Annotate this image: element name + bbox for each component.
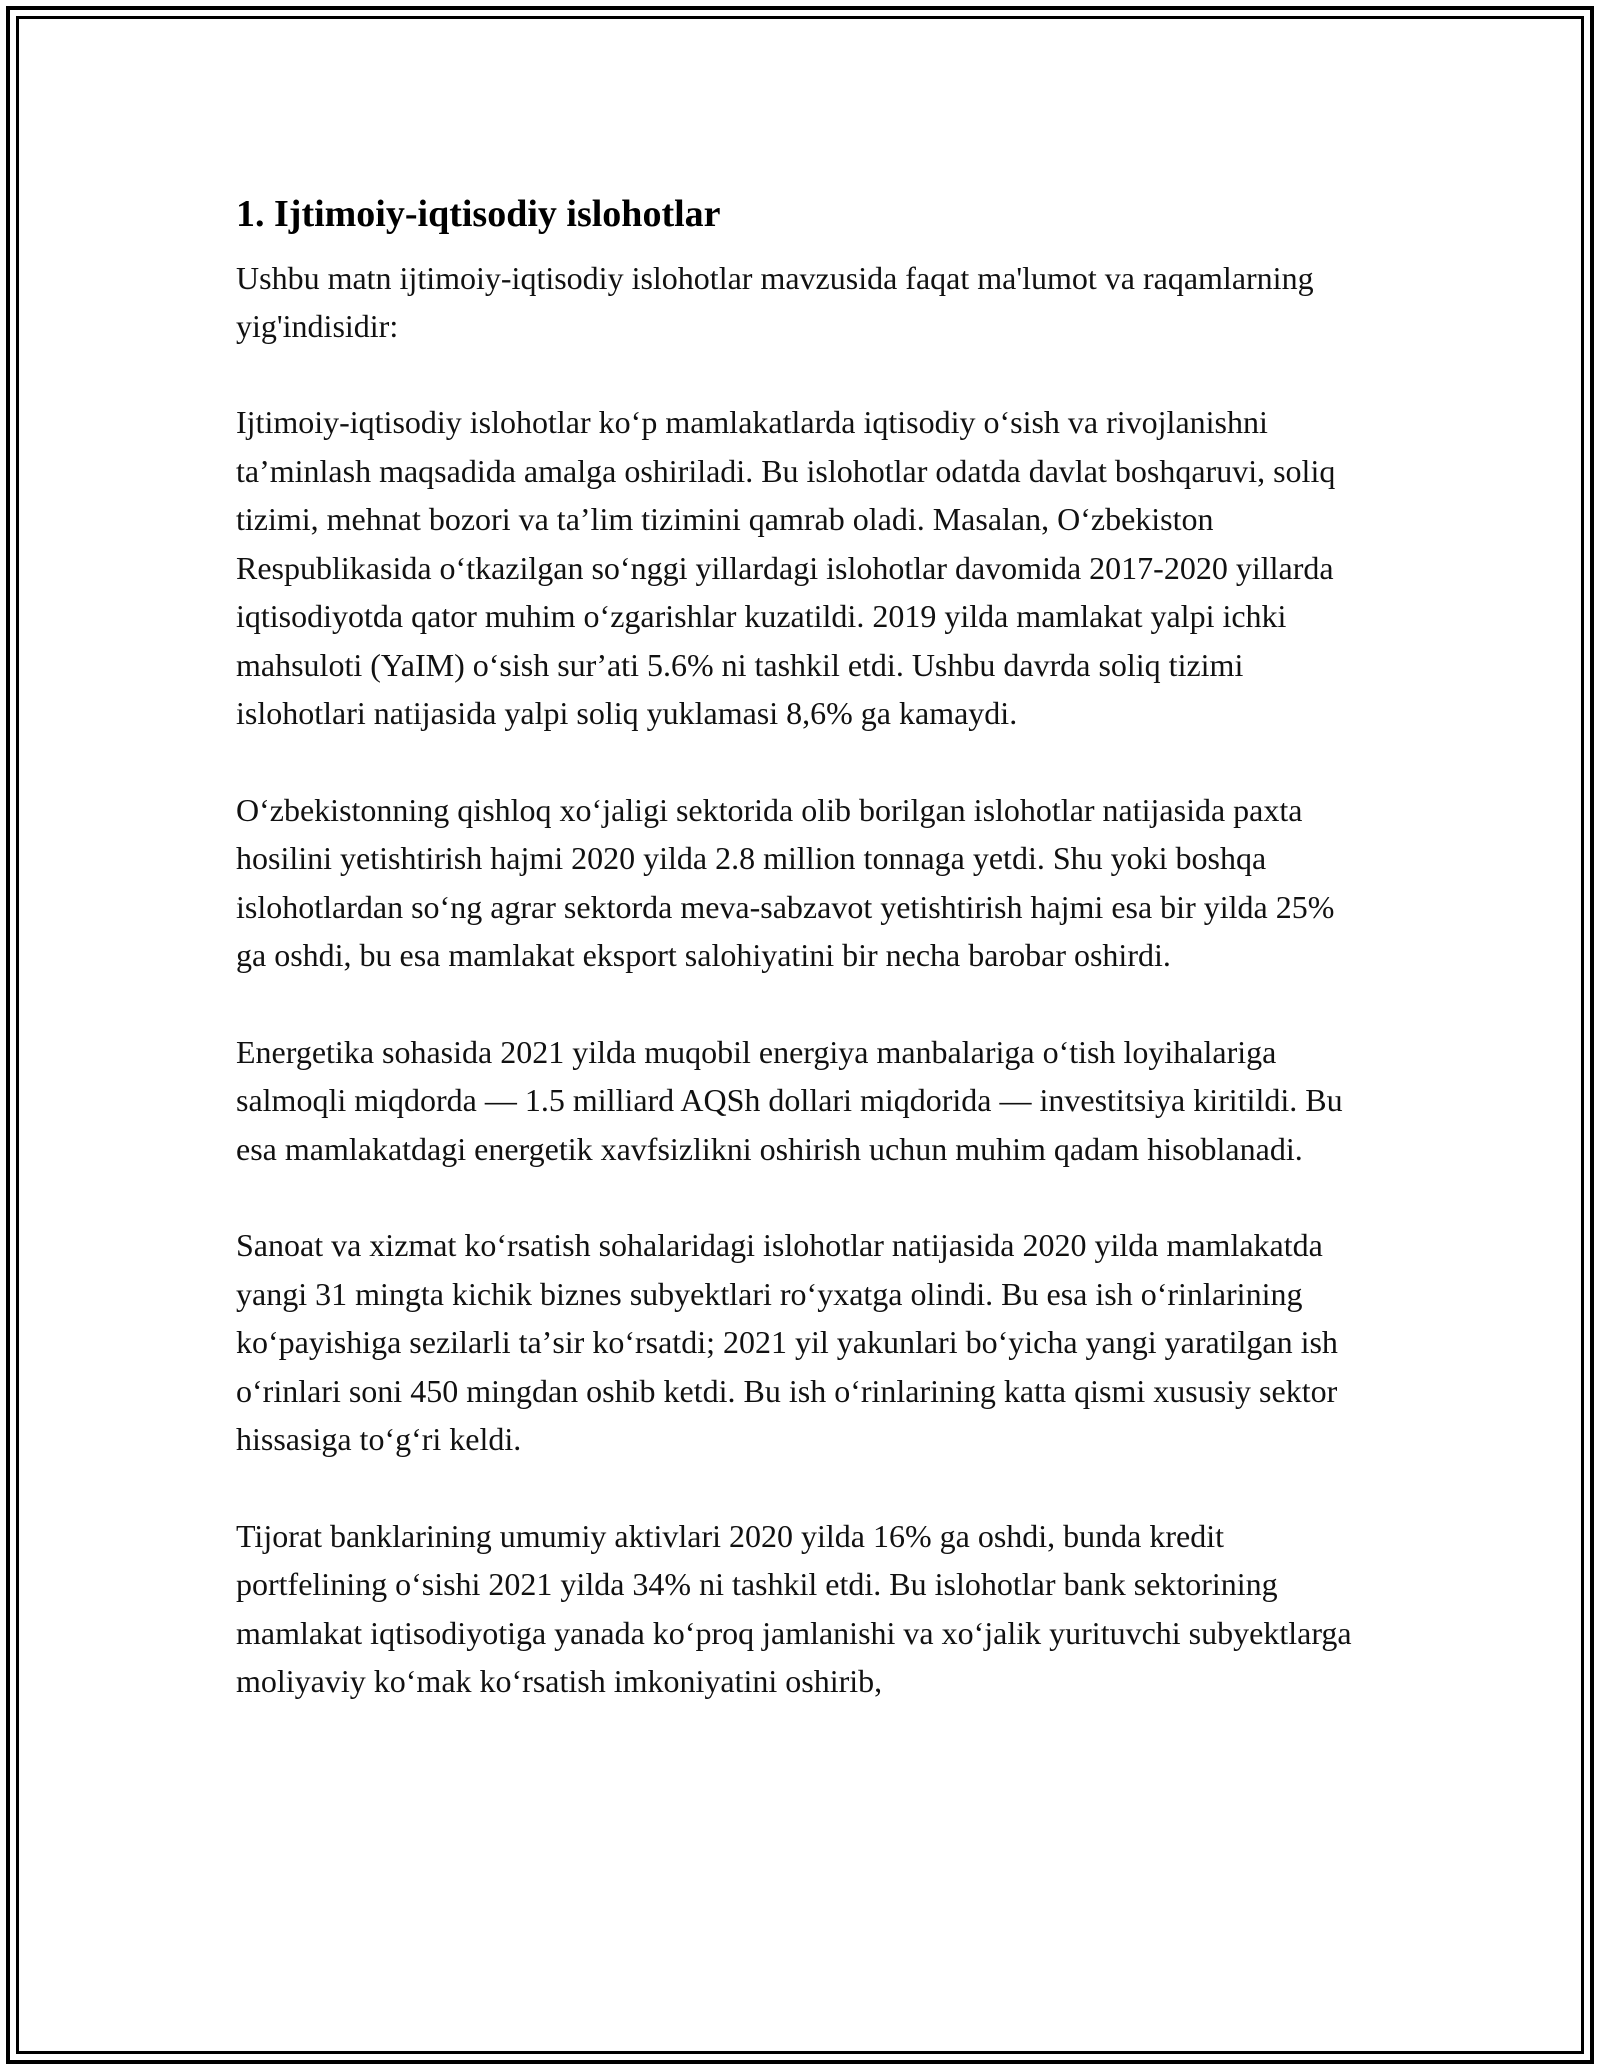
paragraph-energy: Energetika sohasida 2021 yilda muqobil energiya manbalariga oʻtish loyihalariga salmoqli miqdorda — 1.5 milliard AQSh dollari miqdorida — investitsiya kiritildi. Bu esa mamlakatdagi energetik xavfsizlikni oshirish uchun muhim qadam hisoblanadi. bbox=[236, 1033, 1343, 1167]
document-body bbox=[236, 188, 1366, 1706]
paragraph-gdp-tax: Ijtimoiy-iqtisodiy islohotlar koʻp mamlakatlarda iqtisodiy oʻsish va rivojlanishni taʼminlash maqsadida amalga oshiriladi. Bu islohotlar odatda davlat boshqaruvi, soliq tizimi, mehnat bozori va taʼlim tizimini qamrab oladi. Masalan, Oʻzbekiston Respublikasida oʻtkazilgan soʻnggi yillardagi islohotlar davomida 2017-2020 yillarda iqtisodiyotda qator muhim oʻzgarishlar kuzatildi. 2019 yilda mamlakat yalpi ichki mahsuloti (YaIM) oʻsish surʼati 5.6% ni tashkil etdi. Ushbu davrda soliq tizimi islohotlari natijasida yalpi soliq yuklamasi 8,6% ga kamaydi. bbox=[236, 404, 1336, 731]
paragraph-banking: Tijorat banklarining umumiy aktivlari 2020 yilda 16% ga oshdi, bunda kredit portfelining oʻsishi 2021 yilda 34% ni tashkil etdi. Bu islohotlar bank sektorining mamlakat iqtisodiyotiga yanada koʻproq jamlanishi va xoʻjalik yurituvchi subyektlarga moliyaviy koʻmak koʻrsatish imkoniyatini oshirib, bbox=[236, 1517, 1352, 1699]
paragraph-industry-services: Sanoat va xizmat koʻrsatish sohalaridagi islohotlar natijasida 2020 yilda mamlakatda yangi 31 mingta kichik biznes subyektlari roʻyxatga olindi. Bu esa ish oʻrinlarining koʻpayishiga sezilarli taʼsir koʻrsatdi; 2021 yil yakunlari boʻyicha yangi yaratilgan ish oʻrinlari soni 450 mingdan oshib ketdi. Bu ish oʻrinlarining katta qismi xususiy sektor hissasiga toʻgʻri keldi. bbox=[236, 1227, 1338, 1457]
paragraph-agriculture: Oʻzbekistonning qishloq xoʻjaligi sektorida olib borilgan islohotlar natijasida paxta hosilini yetishtirish hajmi 2020 yilda 2.8 million tonnaga yetdi. Shu yoki boshqa islohotlardan soʻng agrar sektorda meva-sabzavot yetishtirish hajmi esa bir yilda 25% ga oshdi, bu esa mamlakat eksport salohiyatini bir necha barobar oshirdi. bbox=[236, 791, 1335, 973]
section-title: 1. Ijtimoiy-iqtisodiy islohotlar bbox=[236, 193, 721, 235]
intro-paragraph: Ushbu matn ijtimoiy-iqtisodiy islohotlar mavzusida faqat ma'lumot va raqamlarning yig'indisidir: bbox=[236, 260, 1314, 344]
